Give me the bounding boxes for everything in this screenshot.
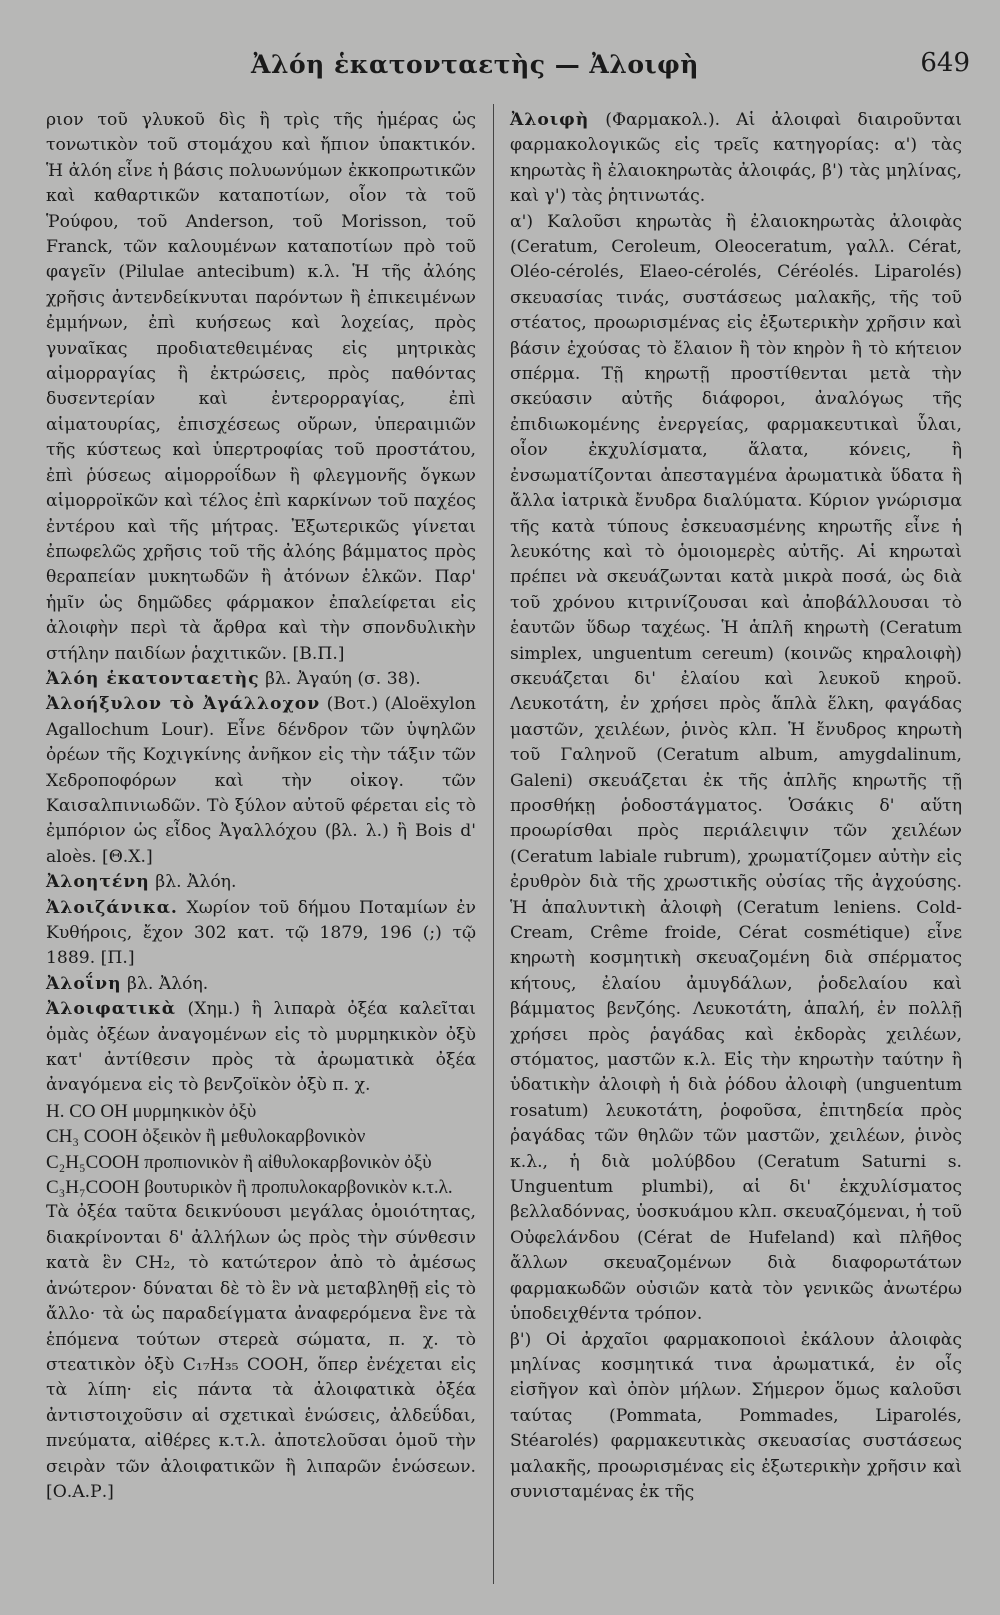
formula-formic: H. CO OH μυρμηκικὸν ὀξὺ (46, 1100, 257, 1122)
entry-text: βλ. Ἀλόη. (149, 872, 237, 893)
entry-heading: Ἀλόη ἑκατονταετὴς (46, 668, 260, 689)
entry-heading: Ἀλοήξυλον τὸ Ἀγάλλοχον (46, 694, 321, 715)
page-number: 649 (920, 48, 970, 78)
running-head: Ἀλόη ἑκατονταετὴς — Ἀλοιφὴ (251, 50, 699, 79)
aloe-usage-paragraph: ριον τοῦ γλυκοῦ δὶς ἢ τρὶς τῆς ἡμέρας ὡς τονωτικὸν τοῦ στομάχου καὶ ἤπιον ὑπακτικόν. Ἡ ἀλόη εἶνε ἡ βάσις πολυωνύμων ἐκκοπρωτικῶν καὶ καθαρτικῶν καταποτίων, οἷον τὰ τοῦ Ῥούφου, τοῦ Anderson, τοῦ Morisson, τοῦ Franck, τῶν καλουμένων καταποτίων πρὸ τοῦ φαγεῖν (Pilulae antecibum) κ.λ. Ἡ τῆς ἀλόης χρῆσις ἀντενδείκνυται παρόντων ἢ ἐπικειμένων ἐμμήνων, ἐπὶ κυήσεως καὶ λοχείας, πρὸς γυναῖκας προδιατεθειμένας εἰς μητρικὰς αἱμορραγίας ἢ ἐκτρώσεις, πρὸς παθόντας δυσεντερίαν καὶ ἐντερορραγίας, ἐπὶ αἱματουρίας, ἐπισχέσεως οὔρων, ὑπεραιμιῶν τῆς κύστεως καὶ ὑπερτροφίας τοῦ προστάτου, ἐπὶ ῥύσεως αἱμορροΐδων ἢ φλεγμονῆς ὄγκων αἱμορροϊκῶν καὶ τέλος ἐπὶ καρκίνων τοῦ παχέος ἐντέρου καὶ τῆς μήτρας. Ἐξωτερικῶς γίνεται ἐπωφελῶς χρῆσις τοῦ τῆς ἀλόης βάμματος πρὸς θεραπείαν μυκητωδῶν ἢ ἀτόνων ἑλκῶν. Παρ' ἡμῖν ὡς δημῶδες φάρμακον ἐπαλείφεται εἰς ἀλοιφὴν περὶ τὰ ἄρθρα καὶ τὴν σπονδυλικὴν στήλην παιδίων ῥαχιτικῶν. [Β.Π.] (46, 110, 476, 664)
entry-aloizanika (46, 896, 476, 972)
formula-butyric: C₃H₇COOH βουτυρικὸν ἢ προπυλοκαρβονικὸν κ.τ.λ. (46, 1177, 453, 1199)
entry-heading: Ἀλοιζάνικα. (46, 897, 178, 918)
entry-text: (Χημ.) ἢ λιπαρὰ ὀξέα καλεῖται ὁμὰς ὀξέων ἀναγομένων εἰς τὸ μυρμηκικὸν ὀξὺ κατ' ἀντίθεσιν πρὸς τὰ ἀρωματικὰ ὀξέα ἀναγόμενα εἰς τὸ βενζοϊκὸν ὀξὺ π. χ. (46, 999, 476, 1096)
left-column (46, 108, 476, 1505)
right-column (510, 108, 962, 1505)
fatty-acids-paragraph: Τὰ ὀξέα ταῦτα δεικνύουσι μεγάλας ὁμοιότητας, διακρίνονται δ' ἀλλήλων ὡς πρὸς τὴν σύνθεσιν κατὰ ἓν CH₂, τὸ κατώτερον ἀπὸ τὸ ἀμέσως ἀνώτερον· δύναται δὲ τὸ ἓν νὰ μεταβληθῇ εἰς τὸ ἄλλο· τὰ ὡς παραδείγματα ἀναφερόμενα ἓνε τὰ ἑπόμενα τούτων στερεὰ σώματα, π. χ. τὸ στεατικὸν ὀξὺ C₁₇H₃₅ COOH, ὅπερ ἐνέχεται εἰς τὰ λίπη· εἰς πάντα τὰ ἀλοιφατικὰ ὀξέα ἀντιστοιχοῦσιν αἱ σχετικαὶ ἑνώσεις, ἀλδεΰδαι, πνεύματα, αἰθέρες κ.τ.λ. ἀποτελοῦσαι ὁμοῦ τὴν σειρὰν τῶν ἀλοιφατικῶν ἢ λιπαρῶν ἑνώσεων. [Ο.Α.Ρ.] (46, 1202, 476, 1502)
formula-acetic: CH₃ COOH ὀξεικὸν ἢ μεθυλοκαρβονικὸν (46, 1126, 366, 1148)
entry-aloine (46, 972, 476, 997)
entry-text: (Βοτ.) (Aloëxylon Agallochum Lour). Εἶνε δένδρον τῶν ὑψηλῶν ὀρέων τῆς Κοχιγκίνης ἀνῆκον εἰς τὴν τάξιν τῶν Χεδροποφόρων καὶ τὴν οἰκογ. τῶν Καισαλπινιωδῶν. Τὸ ξύλον αὐτοῦ φέρεται εἰς τὸ ἐμπόριον ὡς εἶδος Ἀγαλλόχου (βλ. λ.) ἢ Bois d' aloès. [Θ.Χ.] (46, 694, 476, 867)
entry-text: βλ. Ἀλόη. (121, 973, 209, 994)
column-divider (493, 104, 494, 1584)
entry-text: (Φαρμακολ.). Αἱ ἀλοιφαὶ διαιροῦνται φαρμακολογικῶς εἰς τρεῖς κατηγορίας: α') τὰς κηρωτὰς ἢ ἐλαιοκηρωτὰς ἀλοιφάς, β') τὰς μηλίνας, καὶ γ') τὰς ῥητινωτάς. (510, 110, 962, 207)
entry-heading: Ἀλοιφατικὰ (46, 999, 176, 1020)
entry-heading: Ἀλοιφὴ (510, 110, 590, 130)
page-header (40, 48, 970, 88)
cerates-paragraph: α') Καλοῦσι κηρωτὰς ἢ ἐλαιοκηρωτὰς ἀλοιφὰς (Ceratum, Ceroleum, Oleoceratum, γαλλ. Cérat, Oléo-cérolés, Elaeo-cérolés, Céréolés. Liparolés) σκευασίας τινάς, συστάσεως μαλακῆς, τῆς τοῦ στέατος, προωρισμένας εἰς ἐξωτερικὴν χρῆσιν καὶ βάσιν ἐχούσας τὸ ἔλαιον ἢ τὸν κηρὸν ἢ τὸ κήτειον σπέρμα. Τῇ κηρωτῇ προστίθενται μετὰ τὴν σκεύασιν αὐτῆς διάφοροι, ἀναλόγως τῆς ἐπιδιωκομένης ἐνεργείας, φαρμακευτικαὶ ὗλαι, οἷον ἐκχυλίσματα, ἅλατα, κόνεις, ἢ ἐνσωματίζονται ἀπεσταγμένα ἀρωματικὰ ὕδατα ἢ ἄλλα ἰατρικὰ ἔνυδρα διαλύματα. Κύριον γνώρισμα τῆς κατὰ τύπους ἐσκευασμένης κηρωτῆς εἶνε ἡ λευκότης καὶ τὸ ὁμοιομερὲς αὐτῆς. Αἱ κηρωταὶ πρέπει νὰ σκευάζωνται κατὰ μικρὰ ποσά, ὡς διὰ τοῦ χρόνου κιτρινίζουσαι καὶ ἀποβάλλουσαι τὸ ἑαυτῶν ὕδωρ ταχέως. Ἡ ἁπλῆ κηρωτὴ (Ceratum simplex, unguentum cereum) (κοινῶς κηραλοιφὴ) σκευάζεται δι' ἐλαίου καὶ λευκοῦ κηροῦ. Λευκοτάτη, ἐν χρήσει πρὸς ἅπλὰ ἕλκη, φαγάδας μαστῶν, χειλέων, ῥινὸς κλπ. Ἡ ἔνυδρος κηρωτὴ τοῦ Γαληνοῦ (Ceratum album, amygdalinum, Galeni) σκευάζεται ἐκ τῆς ἁπλῆς κηρωτῆς τῇ προσθήκῃ ῥοδοστάγματος. Ὁσάκις δ' αὕτη προωρίσθαι πρὸς περιάλειψιν τῶν χειλέων (Ceratum labiale rubrum), χρωματίζομεν αὐτὴν εἰς ἐρυθρὸν διὰ τῆς χρωστικῆς οὐσίας τῆς ἀγχούσης. Ἡ ἁπαλυντικὴ ἀλοιφὴ (Ceratum leniens. Cold-Cream, Crême froide, Cérat cosmétique) εἶνε κηρωτὴ κοσμητικὴ σκευαζομένη διὰ σπέρματος κήτους, ἐλαίου ἀμυγδάλων, ῥοδελαίου καὶ βάμματος βενζόης. Λευκοτάτη, ἁπαλή, ἐν πολλῇ χρήσει πρὸς ῥαγάδας καὶ ἐκδορὰς χειλέων, στόματος, μαστῶν κ.λ. Εἰς τὴν κηρωτὴν ταύτην ἢ ὑδατικὴν ἀλοιφὴ ἡ διὰ ῥόδου ἀλοιφὴ (unguentum rosatum) λευκοτάτη, ῥοφοῦσα, ἐπιτηδεία πρὸς ῥαγάδας τῶν θηλῶν τῶν μαστῶν, χειλέων, ῥινὸς κ.λ., ἡ διὰ μολύβδου (Ceratum Saturni s. Unguentum plumbi), αἱ δι' ἐκχυλίσματος βελλαδόννας, ὑοσκυάμου κλπ. σκευαζόμεναι, ἡ τοῦ Οὐφελάνδου (Cérat de Hufeland) καὶ πλῆθος ἄλλων σκευαζομένων διὰ διαφορωτάτων φαρμακωδῶν οὐσιῶν κατὰ τὸν γενικῶς ἀνωτέρω ὑποδειχθέντα τρόπον. (510, 211, 962, 1325)
formula-propionic: C₂H₅COOH προπιονικὸν ἢ αἰθυλοκαρβονικὸν ὀξὺ (46, 1151, 432, 1173)
entry-aloexylon (46, 692, 476, 870)
entry-aloe-hundred-year (46, 667, 476, 692)
entry-heading: Ἀλοητένη (46, 872, 150, 893)
entry-aloetene (46, 870, 476, 895)
entry-heading: Ἀλοΐνη (46, 973, 122, 994)
pomades-paragraph: β') Οἱ ἀρχαῖοι φαρμακοποιοὶ ἐκάλουν ἀλοιφὰς μηλίνας κοσμητικά τινα ἀρωματικά, ἐν οἷς εἰσῆγον καὶ ὀπὸν μήλων. Σήμερον ὅμως καλοῦσι ταύτας (Pommata, Pommades, Liparolés, Stéarolés) φαρμακευτικὰς σκευασίας συστάσεως μαλακῆς, προωρισμένας εἰς ἐξωτερικὴν χρῆσιν καὶ συνισταμένας ἐκ τῆς (510, 1329, 962, 1502)
entry-text: βλ. Ἀγαύη (σ. 38). (259, 668, 421, 689)
entry-aloiphe (510, 108, 962, 210)
entry-aloiphatika (46, 997, 476, 1099)
entry-text: Χωρίον τοῦ δήμου Ποταμίων ἐν Κυθήροις, ἔχον 302 κατ. τῷ 1879, 196 (;) τῷ 1889. [Π.] (46, 897, 476, 969)
